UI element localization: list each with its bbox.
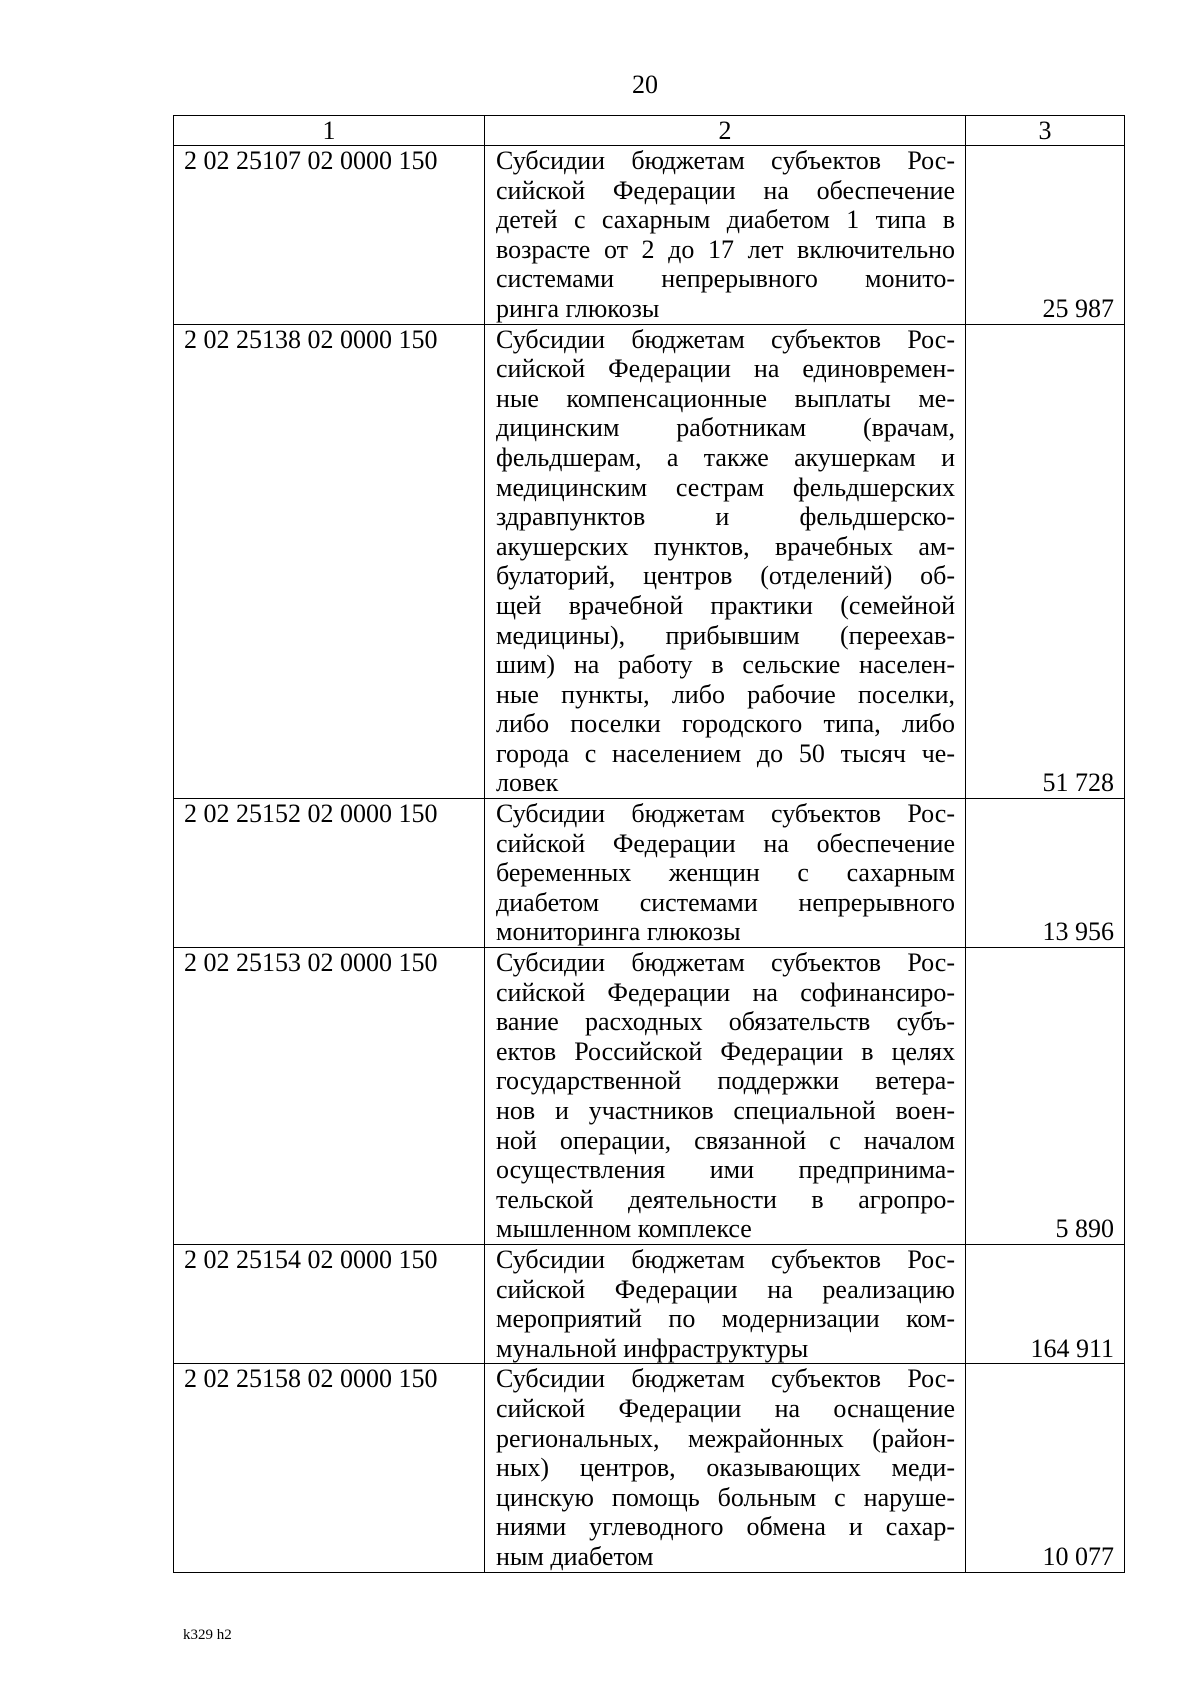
page-number: 20 [632, 70, 658, 99]
footer-mark: k329 h2 [183, 1627, 232, 1643]
amount-cell: 51 728 [966, 324, 1125, 799]
budget-code-cell: 2 02 25153 02 0000 150 [174, 948, 485, 1245]
budget-code-cell: 2 02 25158 02 0000 150 [174, 1364, 485, 1572]
description-line: фельдшерам, а также акушеркам и [496, 442, 955, 472]
table-row [174, 948, 1125, 1245]
description-line: мышленном комплексе [496, 1214, 752, 1244]
description-line: ных) центров, оказывающих меди- [496, 1453, 955, 1483]
amount-cell: 5 890 [966, 948, 1125, 1245]
description-line: тельской деятельности в агропро- [496, 1184, 955, 1214]
description-line: ные пункты, либо рабочие поселки, [496, 679, 955, 709]
description-line: города с населением до 50 тысяч че- [496, 738, 955, 768]
description-cell [485, 1244, 966, 1363]
budget-code-cell: 2 02 25138 02 0000 150 [174, 324, 485, 799]
description-line: государственной поддержки ветера- [496, 1066, 955, 1096]
description-line: щей врачебной практики (семейной [496, 590, 955, 620]
description-line: системами непрерывного монито- [496, 264, 955, 294]
description-line: региональных, межрайонных (район- [496, 1423, 955, 1453]
description-line: Субсидии бюджетам субъектов Рос- [496, 799, 955, 829]
description-line: здравпунктов и фельдшерско- [496, 502, 955, 532]
description-line: возрасте от 2 до 17 лет включительно [496, 234, 955, 264]
description-line: ным диабетом [496, 1541, 654, 1571]
table-row [174, 1244, 1125, 1363]
column-header-amount: 3 [966, 116, 1125, 146]
description-line: ниями углеводного обмена и сахар- [496, 1512, 955, 1542]
description-line: Субсидии бюджетам субъектов Рос- [496, 1244, 955, 1274]
description-line: диабетом системами непрерывного [496, 887, 955, 917]
description-line: сийской Федерации на обеспечение [496, 175, 955, 205]
description-cell [485, 324, 966, 799]
description-line: сийской Федерации на единовремен- [496, 354, 955, 384]
description-line: детей с сахарным диабетом 1 типа в [496, 205, 955, 235]
description-line: Субсидии бюджетам субъектов Рос- [496, 1364, 955, 1394]
description-line: осуществления ими предпринима- [496, 1155, 955, 1185]
budget-code-cell: 2 02 25107 02 0000 150 [174, 146, 485, 325]
description-line: ринга глюкозы [496, 293, 660, 323]
table-row [174, 1364, 1125, 1572]
description-line: мероприятий по модернизации ком- [496, 1304, 955, 1334]
table-row [174, 146, 1125, 325]
description-cell [485, 799, 966, 948]
table-header-row [174, 116, 1125, 146]
table-body [174, 146, 1125, 1573]
description-line: шим) на работу в сельские населен- [496, 650, 955, 680]
description-line: мониторинга глюкозы [496, 917, 741, 947]
description-line: вание расходных обязательств субъ- [496, 1007, 955, 1037]
description-line: Субсидии бюджетам субъектов Рос- [496, 948, 955, 978]
description-line: дицинским работникам (врачам, [496, 413, 955, 443]
table-row [174, 324, 1125, 799]
description-line: медицинским сестрам фельдшерских [496, 472, 955, 502]
description-line: сийской Федерации на реализацию [496, 1274, 955, 1304]
description-line: сийской Федерации на оснащение [496, 1393, 955, 1423]
amount-cell: 25 987 [966, 146, 1125, 325]
description-line: либо поселки городского типа, либо [496, 709, 955, 739]
amount-cell: 13 956 [966, 799, 1125, 948]
table-row [174, 799, 1125, 948]
description-line: цинскую помощь больным с наруше- [496, 1482, 955, 1512]
budget-code-cell: 2 02 25152 02 0000 150 [174, 799, 485, 948]
description-line: булаторий, центров (отделений) об- [496, 561, 955, 591]
description-line: медицины), прибывшим (переехав- [496, 620, 955, 650]
column-header-description: 2 [485, 116, 966, 146]
description-line: сийской Федерации на обеспечение [496, 828, 955, 858]
description-line: сийской Федерации на софинансиро- [496, 977, 955, 1007]
description-line: беременных женщин с сахарным [496, 858, 955, 888]
description-cell [485, 146, 966, 325]
amount-cell: 164 911 [966, 1244, 1125, 1363]
description-line: ловек [496, 768, 559, 798]
description-line: ектов Российской Федерации в целях [496, 1036, 955, 1066]
description-line: Субсидии бюджетам субъектов Рос- [496, 324, 955, 354]
description-line: ные компенсационные выплаты ме- [496, 383, 955, 413]
description-cell [485, 1364, 966, 1572]
budget-code-cell: 2 02 25154 02 0000 150 [174, 1244, 485, 1363]
description-line: ной операции, связанной с началом [496, 1125, 955, 1155]
description-line: Субсидии бюджетам субъектов Рос- [496, 146, 955, 175]
budget-table [173, 115, 1125, 1573]
description-line: акушерских пунктов, врачебных ам- [496, 531, 955, 561]
column-header-code: 1 [174, 116, 485, 146]
description-cell [485, 948, 966, 1245]
description-line: нов и участников специальной воен- [496, 1096, 955, 1125]
amount-cell: 10 077 [966, 1364, 1125, 1572]
description-line: мунальной инфраструктуры [496, 1333, 809, 1363]
